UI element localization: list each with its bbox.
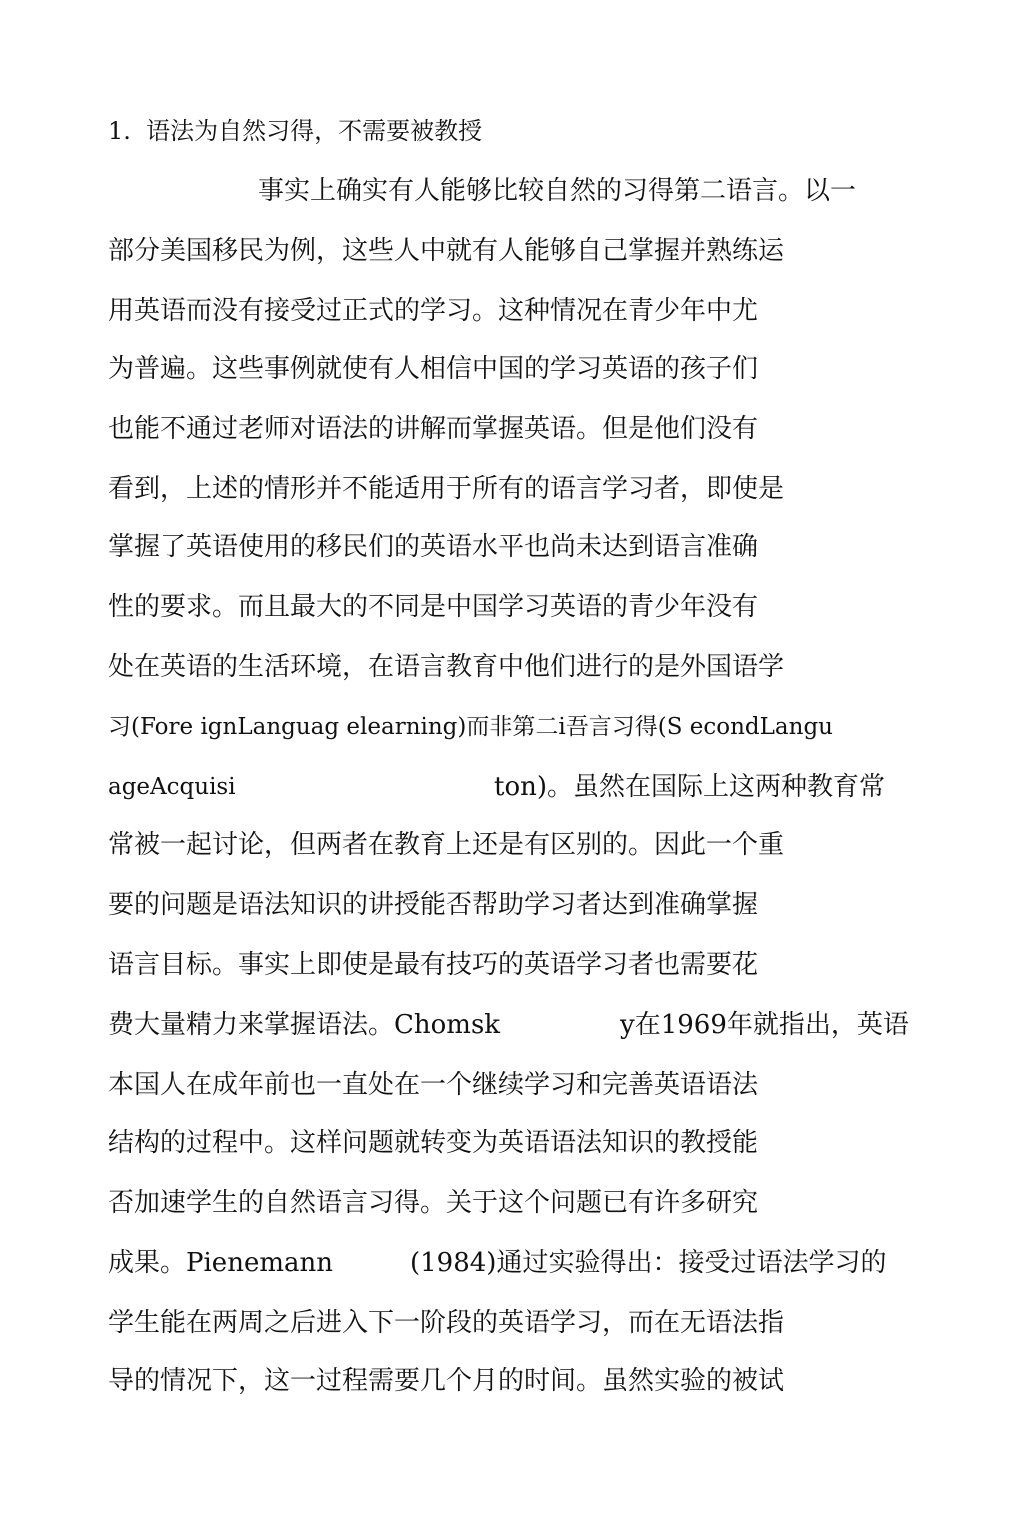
- paragraph-line: 掌握了英语使用的移民们的英语水平也尚未达到语言准确: [108, 532, 759, 562]
- paragraph-line: 否加速学生的自然语言习得。关于这个问题已有许多研究: [108, 1188, 759, 1218]
- paragraph-line: 看到，上述的情形并不能适用于所有的语言学习者，即使是: [108, 474, 785, 504]
- paragraph-line: 导的情况下，这一过程需要几个月的时间。虽然实验的被试: [108, 1366, 785, 1396]
- paragraph-line: 常被一起讨论，但两者在教育上还是有区别的。因此一个重: [108, 830, 785, 860]
- paragraph-line-start: ageAcquisi: [108, 774, 236, 800]
- paragraph-line: 部分美国移民为例，这些人中就有人能够自己掌握并熟练运: [108, 236, 785, 266]
- paragraph-line: 要的问题是语法知识的讲授能否帮助学习者达到准确掌握: [108, 890, 759, 920]
- paragraph-line: 事实上确实有人能够比较自然的习得第二语言。以一: [258, 176, 857, 206]
- paragraph-line: 结构的过程中。这样问题就转变为英语语法知识的教授能: [108, 1128, 759, 1158]
- paragraph-line: 本国人在成年前也一直处在一个继续学习和完善英语语法: [108, 1070, 759, 1100]
- paragraph-line: 也能不通过老师对语法的讲解而掌握英语。但是他们没有: [108, 414, 759, 444]
- paragraph-line: 为普遍。这些事例就使有人相信中国的学习英语的孩子们: [108, 354, 759, 384]
- paragraph-line: 习(Fore ignLanguag elearning)而非第二i吾言习得(S econdLangu: [108, 714, 833, 740]
- section-heading: 1. 语法为自然习得，不需要被教授: [108, 117, 483, 145]
- paragraph-line-end: y在1969年就指出，英语: [620, 1010, 909, 1040]
- paragraph-line: 学生能在两周之后进入下一阶段的英语学习，而在无语法指: [108, 1308, 785, 1338]
- paragraph-line-end: (1984)通过实验得出：接受过语法学习的: [410, 1248, 887, 1278]
- paragraph-line-end: ton)。虽然在国际上这两种教育常: [494, 772, 885, 802]
- paragraph-line: 处在英语的生活环境，在语言教育中他们进行的是外国语学: [108, 652, 785, 682]
- paragraph-line: 语言目标。事实上即使是最有技巧的英语学习者也需要花: [108, 950, 759, 980]
- paragraph-line-start: 费大量精力来掌握语法。Chomsk: [108, 1010, 501, 1040]
- paragraph-line: 性的要求。而且最大的不同是中国学习英语的青少年没有: [108, 592, 759, 622]
- paragraph-line: 用英语而没有接受过正式的学习。这种情况在青少年中尤: [108, 296, 759, 326]
- paragraph-line-start: 成果。Pienemann: [108, 1248, 333, 1278]
